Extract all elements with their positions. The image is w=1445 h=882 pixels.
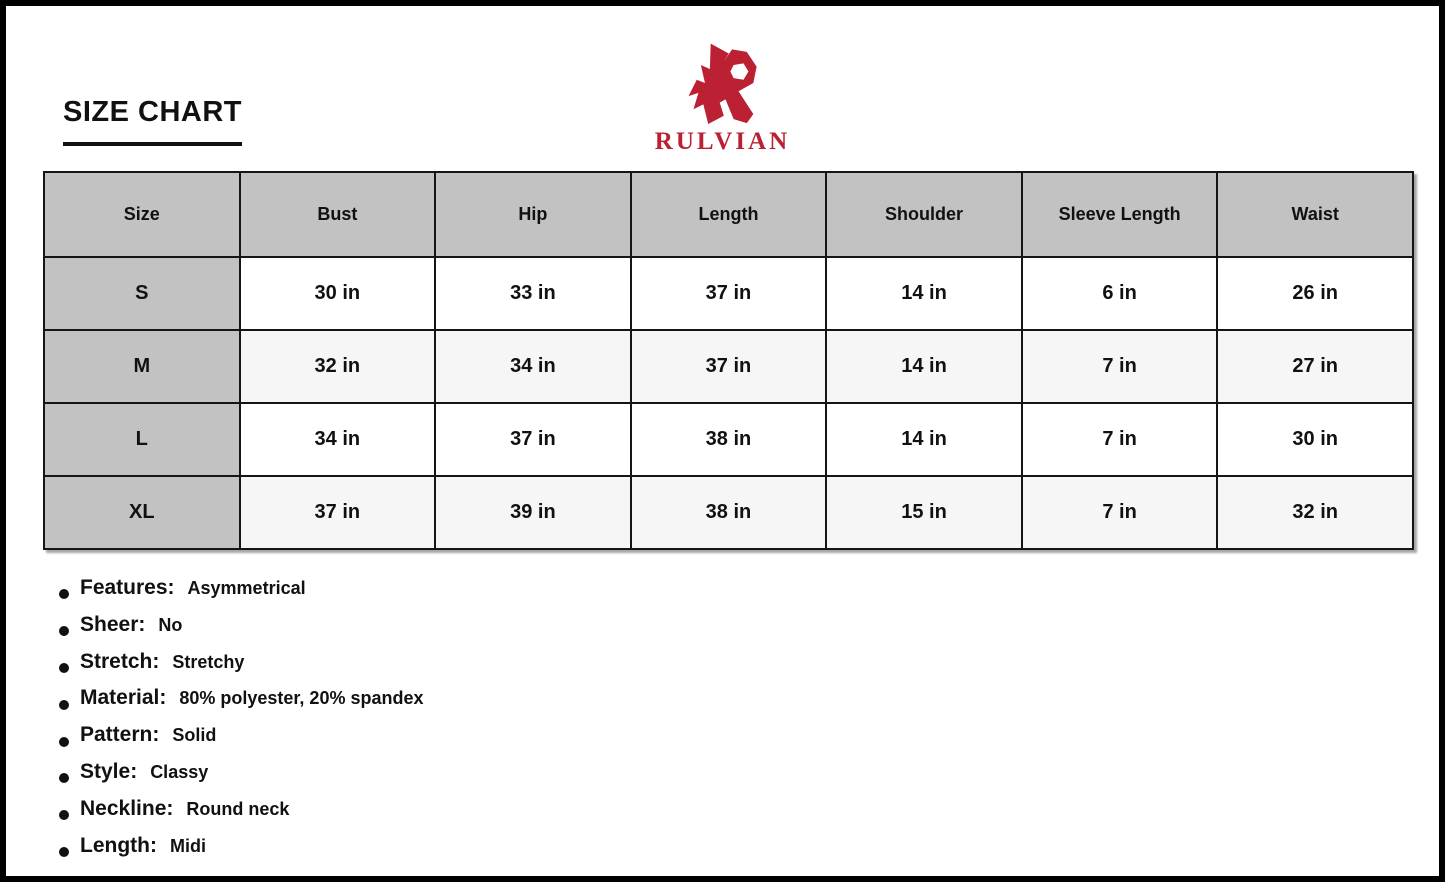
size-table-header bbox=[44, 172, 1413, 257]
measurement-cell: 14 in bbox=[826, 403, 1022, 476]
bullet-icon bbox=[59, 810, 69, 820]
attribute-value: Solid bbox=[172, 725, 217, 746]
column-header-sleeve-length: Sleeve Length bbox=[1022, 172, 1218, 257]
column-header-size: Size bbox=[44, 172, 240, 257]
attribute-value: Round neck bbox=[186, 798, 290, 819]
measurement-cell: 15 in bbox=[826, 476, 1022, 549]
measurement-cell: 7 in bbox=[1022, 476, 1218, 549]
measurement-cell: 34 in bbox=[240, 403, 436, 476]
attribute-label: Stretch: bbox=[80, 649, 160, 673]
measurement-cell: 32 in bbox=[240, 330, 436, 403]
attribute-value: Midi bbox=[169, 835, 206, 856]
brand-logo bbox=[593, 42, 853, 156]
list-item-material bbox=[59, 686, 423, 723]
list-item-neckline bbox=[59, 797, 423, 834]
measurement-cell: 14 in bbox=[826, 330, 1022, 403]
attribute-value: 80% polyester, 20% spandex bbox=[179, 688, 424, 709]
bullet-icon bbox=[59, 737, 69, 747]
attribute-label: Length: bbox=[80, 833, 157, 857]
size-cell: M bbox=[44, 330, 240, 403]
list-item-sheer bbox=[59, 613, 423, 650]
measurement-cell: 27 in bbox=[1217, 330, 1413, 403]
bullet-icon bbox=[59, 626, 69, 636]
measurement-cell: 7 in bbox=[1022, 403, 1218, 476]
column-header-length: Length bbox=[631, 172, 827, 257]
measurement-cell: 34 in bbox=[435, 330, 631, 403]
measurement-cell: 33 in bbox=[435, 257, 631, 330]
bullet-icon bbox=[59, 700, 69, 710]
size-cell: XL bbox=[44, 476, 240, 549]
measurement-cell: 38 in bbox=[631, 403, 827, 476]
measurement-cell: 39 in bbox=[435, 476, 631, 549]
attribute-label: Material: bbox=[80, 686, 167, 710]
size-cell: S bbox=[44, 257, 240, 330]
list-item-pattern bbox=[59, 723, 423, 760]
measurement-cell: 6 in bbox=[1022, 257, 1218, 330]
measurement-cell: 30 in bbox=[1217, 403, 1413, 476]
bullet-icon bbox=[59, 847, 69, 857]
size-cell: L bbox=[44, 403, 240, 476]
measurement-cell: 37 in bbox=[631, 257, 827, 330]
attribute-value: No bbox=[158, 614, 183, 635]
attribute-list bbox=[59, 576, 423, 870]
attribute-label: Sheer: bbox=[80, 612, 146, 636]
column-header-waist: Waist bbox=[1217, 172, 1413, 257]
attribute-value: Asymmetrical bbox=[187, 578, 306, 598]
measurement-cell: 37 in bbox=[435, 403, 631, 476]
measurement-cell: 14 in bbox=[826, 257, 1022, 330]
brand-logo-icon bbox=[686, 42, 760, 124]
page-title: SIZE CHART bbox=[63, 96, 242, 146]
table-row-s bbox=[44, 257, 1413, 330]
size-table bbox=[43, 171, 1414, 550]
attribute-value: Stretchy bbox=[172, 651, 245, 672]
bullet-icon bbox=[59, 773, 69, 783]
brand-name: RULVIAN bbox=[654, 128, 791, 155]
bullet-icon bbox=[59, 663, 69, 673]
list-item-length bbox=[59, 834, 423, 871]
table-row-xl bbox=[44, 476, 1413, 549]
table-row-l bbox=[44, 403, 1413, 476]
column-header-shoulder: Shoulder bbox=[826, 172, 1022, 257]
attribute-label: Neckline: bbox=[80, 796, 174, 820]
bullet-icon bbox=[59, 589, 69, 599]
column-header-bust: Bust bbox=[240, 172, 436, 257]
table-row-m bbox=[44, 330, 1413, 403]
column-header-hip: Hip bbox=[435, 172, 631, 257]
measurement-cell: 32 in bbox=[1217, 476, 1413, 549]
list-item-style bbox=[59, 760, 423, 797]
attribute-label: Features: bbox=[80, 576, 175, 599]
measurement-cell: 38 in bbox=[631, 476, 827, 549]
header-row bbox=[44, 172, 1413, 257]
measurement-cell: 26 in bbox=[1217, 257, 1413, 330]
measurement-cell: 37 in bbox=[631, 330, 827, 403]
list-item-features bbox=[59, 576, 423, 613]
attribute-label: Pattern: bbox=[80, 723, 160, 747]
attribute-label: Style: bbox=[80, 759, 138, 783]
measurement-cell: 37 in bbox=[240, 476, 436, 549]
measurement-cell: 30 in bbox=[240, 257, 436, 330]
list-item-stretch bbox=[59, 650, 423, 687]
attribute-value: Classy bbox=[150, 761, 209, 782]
measurement-cell: 7 in bbox=[1022, 330, 1218, 403]
